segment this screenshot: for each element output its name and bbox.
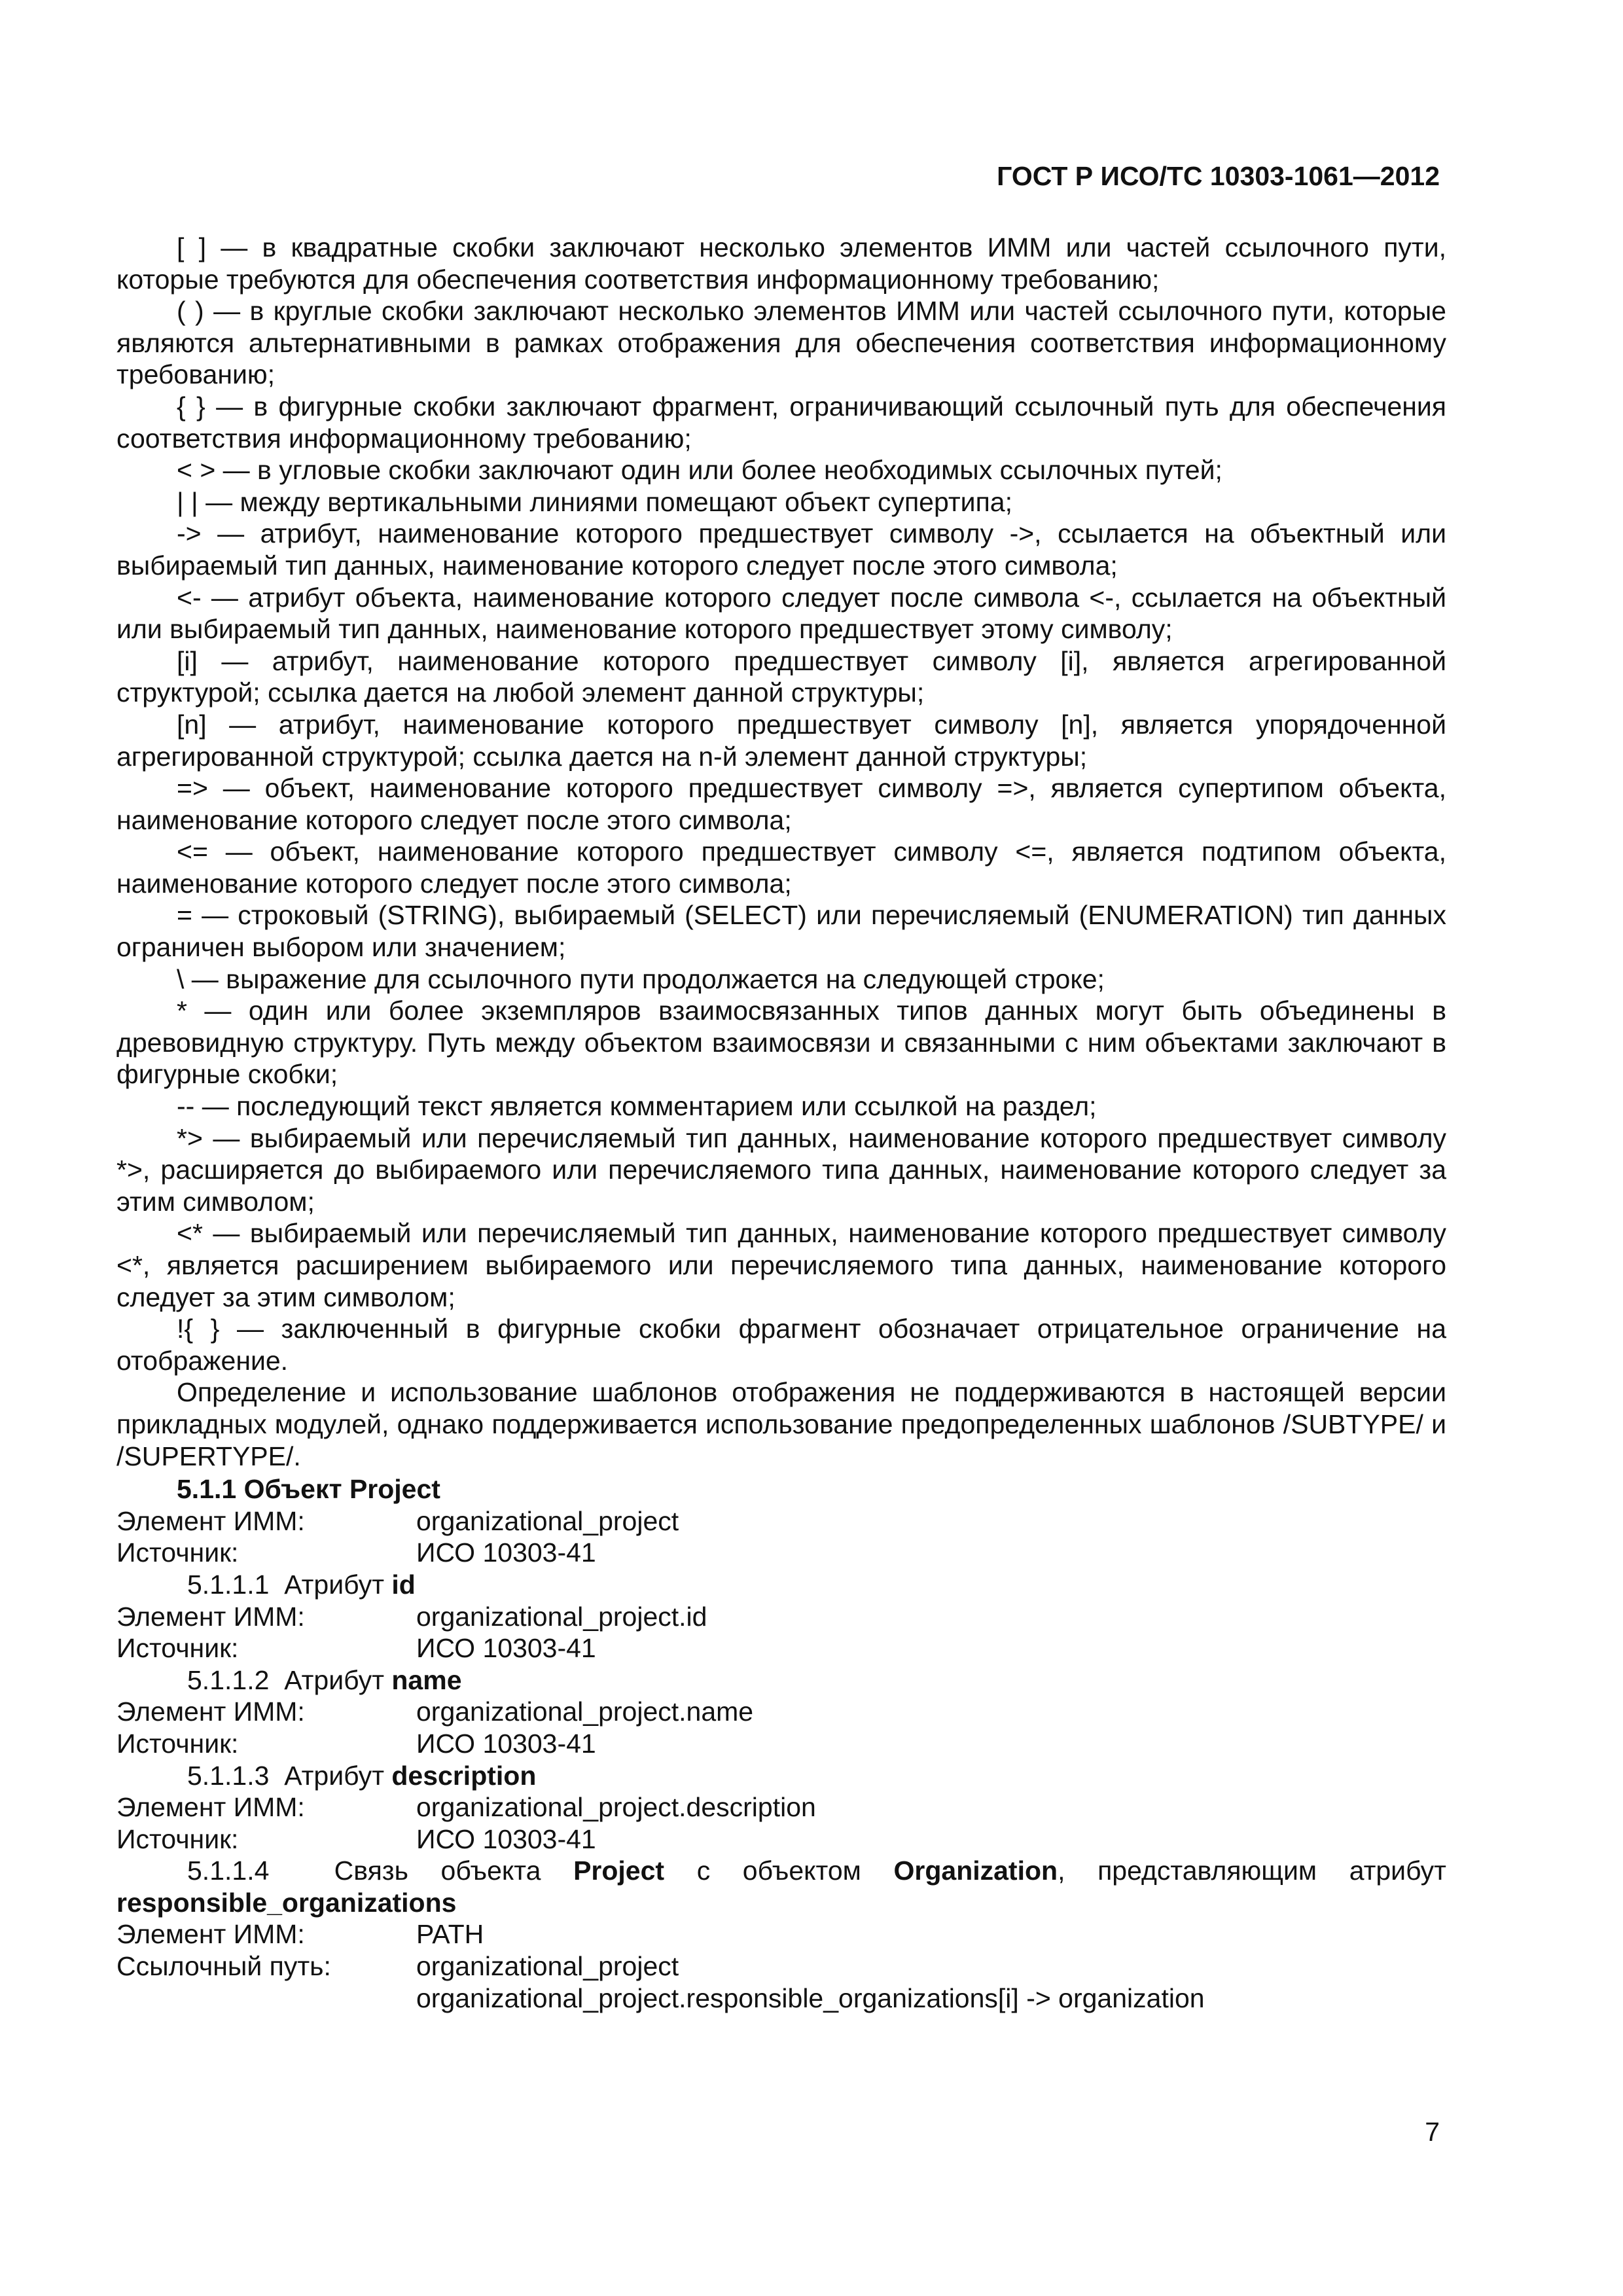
paragraph: <= — объект, наименование которого предшествует символу <=, является подтипом объекта, наименование которого следует после этого символа; bbox=[116, 836, 1446, 899]
row-label: Элемент ИММ: bbox=[116, 1696, 305, 1727]
definition-row bbox=[116, 1505, 1446, 1537]
definition-row bbox=[116, 1632, 1446, 1664]
paragraph: * — один или более экземпляров взаимосвязанных типов данных могут быть объединены в древовидную структуру. Путь между объектом взаимосвязи и связанными с ним объектами заключают в фигурные скобки; bbox=[116, 996, 1446, 1090]
paragraph: ( ) — в круглые скобки заключают несколько элементов ИММ или частей ссылочного пути, которые являются альтернативными в рамках отображения для обеспечения соответствия информационному требованию; bbox=[116, 296, 1446, 390]
relation-text: Связь объекта bbox=[334, 1856, 541, 1886]
paragraph: [i] — атрибут, наименование которого предшествует символу [i], является агрегированной структурой; ссылка дается на любой элемент данной структуры; bbox=[116, 645, 1446, 708]
definition-row bbox=[116, 1791, 1446, 1823]
row-value: organizational_project.description bbox=[416, 1792, 816, 1823]
subsection-heading bbox=[116, 1664, 1446, 1696]
paragraph: | | — между вертикальными линиями помещают объект супертипа; bbox=[177, 486, 1012, 517]
paragraph: [ ] — в квадратные скобки заключают несколько элементов ИММ или частей ссылочного пути, которые требуются для обеспечения соответствия информационному требованию; bbox=[116, 232, 1446, 295]
attribute-name: description bbox=[391, 1760, 537, 1791]
relation-text: , представляющим атрибут bbox=[1058, 1856, 1446, 1886]
row-label: Элемент ИММ: bbox=[116, 1792, 305, 1823]
row-value: ИСО 10303-41 bbox=[416, 1633, 596, 1664]
paragraph: Определение и использование шаблонов отображения не поддерживаются в настоящей версии прикладных модулей, однако поддерживается использование предопределенных шаблонов /SUBTYPE/ и /SUPERTYPE/. bbox=[116, 1377, 1446, 1471]
subsection-prefix: Атрибут bbox=[284, 1664, 384, 1695]
paragraph: <- — атрибут объекта, наименование которого следует после символа <-, ссылается на объектный или выбираемый тип данных, наименование которого предшествует этому символу; bbox=[116, 582, 1446, 645]
page-body bbox=[116, 232, 1446, 2014]
section-heading: 5.1.1 Объект Project bbox=[177, 1474, 440, 1505]
subsection-heading bbox=[116, 1569, 1446, 1601]
row-value: PATH bbox=[416, 1919, 484, 1950]
subsection-heading bbox=[116, 1760, 1446, 1792]
row-value: organizational_project bbox=[416, 1951, 679, 1982]
entity-name: Project bbox=[573, 1856, 665, 1886]
subsection-prefix: Атрибут bbox=[284, 1569, 384, 1600]
row-value: ИСО 10303-41 bbox=[416, 1823, 596, 1854]
paragraph: <* — выбираемый или перечисляемый тип данных, наименование которого предшествует символу <*, является расширением выбираемого или перечисляемого типа данных, наименование которого следует за этим символом; bbox=[116, 1218, 1446, 1312]
definition-row bbox=[116, 1728, 1446, 1760]
subsection-number: 5.1.1.1 bbox=[187, 1569, 270, 1600]
row-label: Источник: bbox=[116, 1728, 239, 1759]
relation-heading bbox=[116, 1855, 1446, 1918]
paragraph: = — строковый (STRING), выбираемый (SELECT) или перечисляемый (ENUMERATION) тип данных ограничен выбором или значением; bbox=[116, 900, 1446, 963]
row-value: organizational_project.id bbox=[416, 1601, 707, 1632]
row-label: Источник: bbox=[116, 1537, 239, 1568]
paragraph: *> — выбираемый или перечисляемый тип данных, наименование которого предшествует символу *>, расширяется до выбираемого или перечисляемого типа данных, наименование которого следует за этим символом; bbox=[116, 1122, 1446, 1217]
attribute-name: name bbox=[391, 1664, 462, 1695]
paragraph: < > — в угловые скобки заключают один или более необходимых ссылочных путей; bbox=[177, 455, 1222, 486]
row-label: Элемент ИММ: bbox=[116, 1505, 305, 1536]
row-label: Элемент ИММ: bbox=[116, 1601, 305, 1632]
paragraph: { } — в фигурные скобки заключают фрагмент, ограничивающий ссылочный путь для обеспечения соответствия информационному требованию; bbox=[116, 391, 1446, 454]
definition-row bbox=[116, 1601, 1446, 1633]
subsection-number: 5.1.1.2 bbox=[187, 1664, 270, 1695]
definition-row bbox=[116, 1918, 1446, 1950]
standard-header: ГОСТ Р ИСО/ТС 10303-1061—2012 bbox=[997, 161, 1440, 191]
definition-row bbox=[116, 1950, 1446, 1982]
row-label: Элемент ИММ: bbox=[116, 1919, 305, 1950]
paragraph: [n] — атрибут, наименование которого предшествует символу [n], является упорядоченной агрегированной структурой; ссылка дается на n-й элемент данной структуры; bbox=[116, 709, 1446, 772]
definition-row bbox=[116, 1696, 1446, 1728]
relation-text: с объектом bbox=[696, 1856, 861, 1886]
paragraph: \ — выражение для ссылочного пути продолжается на следующей строке; bbox=[177, 963, 1105, 994]
page-number: 7 bbox=[1425, 2117, 1440, 2147]
paragraph: -> — атрибут, наименование которого предшествует символу ->, ссылается на объектный или выбираемый тип данных, наименование которого следует после этого символа; bbox=[116, 518, 1446, 581]
paragraph: => — объект, наименование которого предшествует символу =>, является супертипом объекта, наименование которого следует после этого символа; bbox=[116, 773, 1446, 835]
paragraph: !{ } — заключенный в фигурные скобки фрагмент обозначает отрицательное ограничение на отображение. bbox=[116, 1314, 1446, 1376]
reference-path-continuation: organizational_project.responsible_organizations[i] -> organization bbox=[416, 1982, 1205, 2013]
attribute-name: id bbox=[391, 1569, 416, 1600]
subsection-number: 5.1.1.4 bbox=[187, 1856, 270, 1886]
row-value: ИСО 10303-41 bbox=[416, 1728, 596, 1759]
row-label: Источник: bbox=[116, 1633, 239, 1664]
subsection-prefix: Атрибут bbox=[284, 1760, 384, 1791]
row-value: ИСО 10303-41 bbox=[416, 1537, 596, 1568]
row-label: Источник: bbox=[116, 1823, 239, 1854]
entity-name: Organization bbox=[893, 1856, 1058, 1886]
attribute-name: responsible_organizations bbox=[116, 1887, 457, 1918]
row-value: organizational_project.name bbox=[416, 1696, 754, 1727]
paragraph: -- — последующий текст является комментарием или ссылкой на раздел; bbox=[177, 1091, 1097, 1122]
row-value: organizational_project bbox=[416, 1505, 679, 1536]
row-label: Ссылочный путь: bbox=[116, 1951, 331, 1982]
definition-row bbox=[116, 1823, 1446, 1856]
subsection-number: 5.1.1.3 bbox=[187, 1760, 270, 1791]
definition-row bbox=[116, 1537, 1446, 1569]
